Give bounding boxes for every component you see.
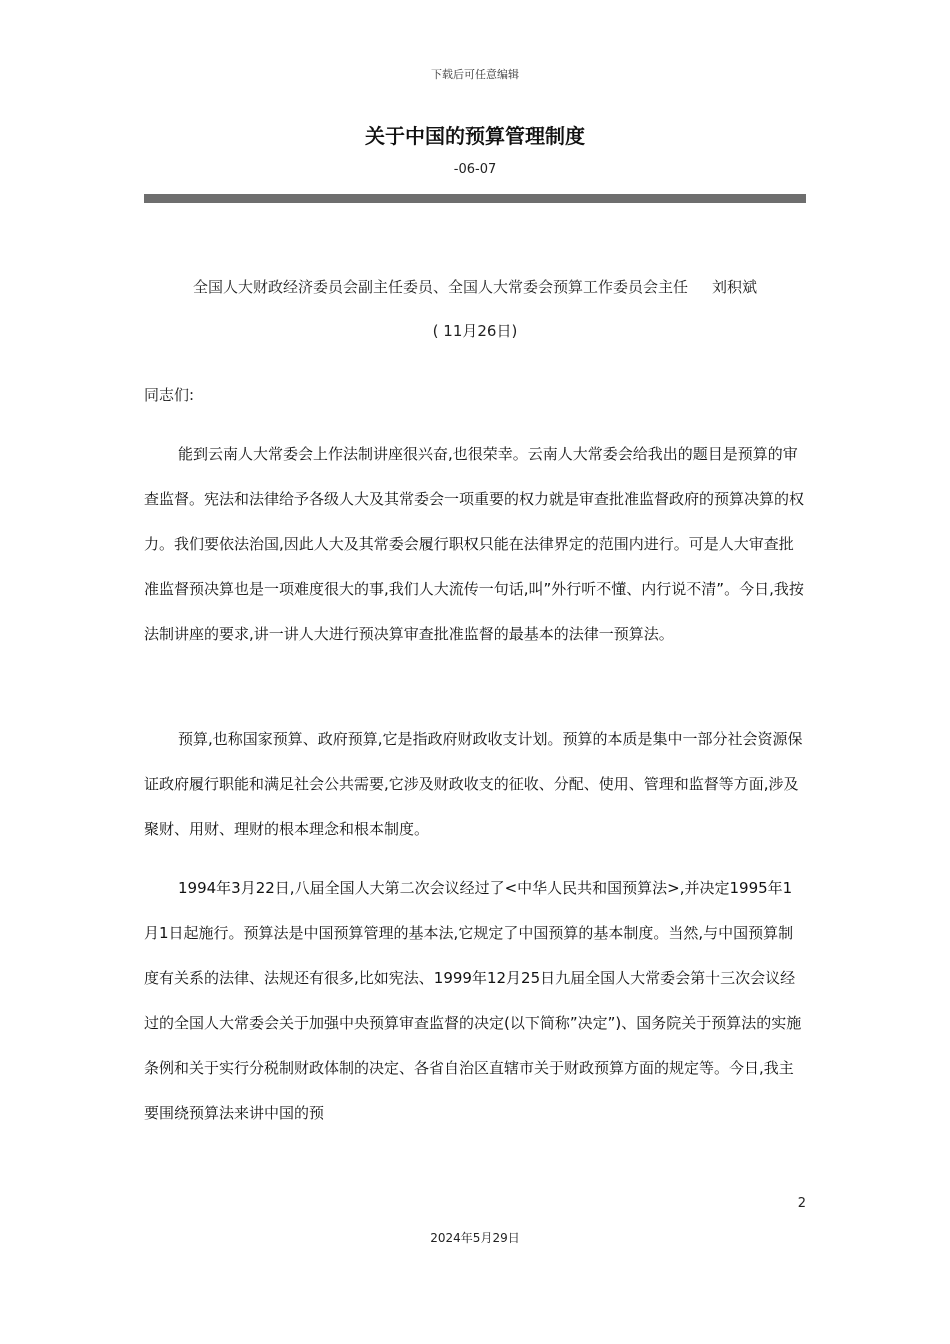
body-paragraph: 能到云南人大常委会上作法制讲座很兴奋,也很荣幸。云南人大常委会给我出的题目是预算的审查监督。宪法和法律给予各级人大及其常委会一项重要的权力就是审查批准监督政府的预算决算的权力。我们要依法治国,因此人大及其常委会履行职权只能在法律界定的范围内进行。可是人大审查批准监督预决算也是一项难度很大的事,我们人大流传一句话,叫”外行听不懂、内行说不清”。今日,我按法制讲座的要求,讲一讲人大进行预决算审查批准监督的最基本的法律一预算法。 [144,445,805,643]
page-header: 下载后可任意编辑 [431,68,519,81]
title-divider [144,194,806,203]
page-footer-date: 2024年5月29日 [430,1231,520,1245]
body-paragraph: 预算,也称国家预算、政府预算,它是指政府财政收支计划。预算的本质是集中一部分社会资源保证政府履行职能和满足社会公共需要,它涉及财政收支的征收、分配、使用、管理和监督等方面,涉及聚财、用财、理财的根本理念和根本制度。 [144,730,803,838]
speech-date: ( 11月26日) [432,322,518,340]
document-title: 关于中国的预算管理制度 [365,124,585,148]
salutation: 同志们: [144,386,195,404]
author-title: 全国人大财政经济委员会副主任委员、全国人大常委会预算工作委员会主任 [192,278,688,296]
body-paragraph: 1994年3月22日,八届全国人大第二次会议经过了<中华人民共和国预算法>,并决定1995年1月1日起施行。预算法是中国预算管理的基本法,它规定了中国预算的基本制度。当然,与中国预算制度有关系的法律、法规还有很多,比如宪法、1999年12月25日九届全国人大常委会第十三次会议经过的全国人大常委会关于加强中央预算审查监督的决定(以下简称”决定”)、国务院关于预算法的实施条例和关于实行分税制财政体制的决定、各省自治区直辖市关于财政预算方面的规定等。今日,我主要围绕预算法来讲中国的预 [144,879,802,1122]
page-number: 2 [797,1196,806,1211]
document-date: -06-07 [453,162,497,177]
author-line [144,276,806,297]
author-name: 刘积斌 [712,278,758,296]
